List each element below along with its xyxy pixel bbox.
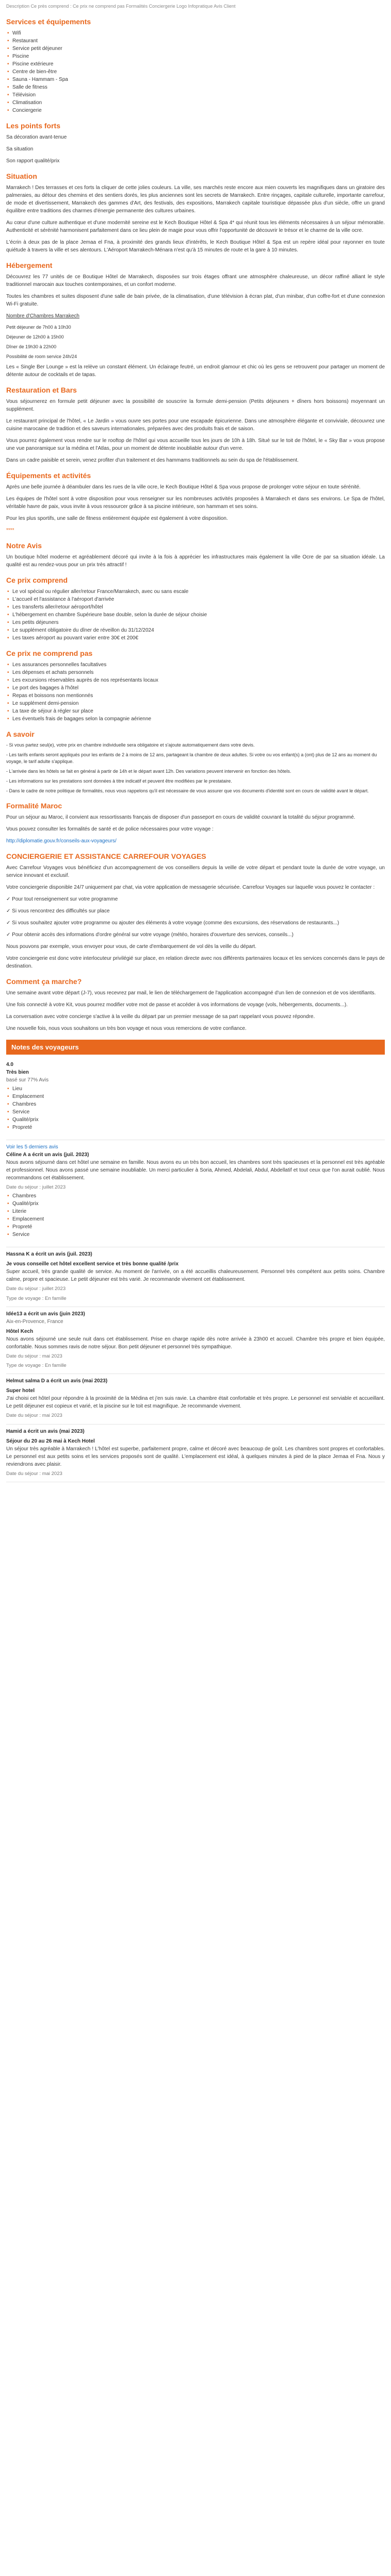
- prix-ne-comprend-title: Ce prix ne comprend pas: [6, 649, 93, 657]
- list-item: • Service: [6, 1231, 385, 1239]
- review-stay: Date du séjour : mai 2023: [6, 1353, 62, 1359]
- points-forts-title: Les points forts: [6, 121, 61, 130]
- list-item: • Piscine: [6, 53, 385, 60]
- rooms-label: Nombre d'Chambres Marrakech: [6, 313, 79, 319]
- review-item: [6, 1247, 385, 1307]
- situation-paragraph: L'écrin à deux pas de la place Jemaa el Fna, à proximité des grands lieux d'intérêts, le Kech Boutique Hôtel & Spa est un repère idéal pour rayonner en toute quiétude à travers la ville et ses alentours. L'Aéroport Marrakech-Ménara n'est qu'à 15 minutes de route et la gare à 10 minutes.: [6, 239, 385, 253]
- formalites-paragraph: Pour un séjour au Maroc, il convient aux ressortissants français de disposer d'un passeport en cours de validité couvrant la totalité du séjour programmé.: [6, 814, 355, 820]
- avis-title: Notre Avis: [6, 541, 42, 550]
- list-item: • Centre de bien-être: [6, 68, 385, 76]
- list-item: • Les taxes aéroport au pouvant varier entre 30€ et 200€: [6, 634, 385, 642]
- situation-paragraph: Au cœur d'une culture authentique et d'une modernité sereine est le Kech Boutique Hôtel & Spa 4* qui réunit tous les éléments nécessaires à un séjour mémorable. Authenticité et sérénité harmonisent parfaitement dans ce lieu plein de magie pour vous offrir l'opportunité de découvrir le trésor et le charme de la ville ocre.: [6, 219, 385, 233]
- overall-score: 4.0: [6, 1062, 13, 1067]
- review-type: Type de voyage : En famille: [6, 1363, 67, 1368]
- restauration-paragraph: Vous pourrez également vous rendre sur le rooftop de l'hôtel qui vous accueille tous les jours de 10h à 18h. Situé sur le toit de l'hôtel, le « Sky Bar » vous propose une vue panoramique sur la médina et l'Atlas, pour un moment de détente inoubliable autour d'un verre.: [6, 437, 385, 451]
- review-stay: Date du séjour : mai 2023: [6, 1413, 62, 1419]
- review-item: [6, 1425, 385, 1482]
- review-stay: Date du séjour : juillet 2023: [6, 1184, 66, 1190]
- services-list: [6, 29, 385, 114]
- list-item: • Les transferts aller/retour aéroport/hôtel: [6, 603, 385, 611]
- conciergerie-paragraph: Nous pouvons par exemple, vous envoyer pour vous, de carte d'embarquement de vol dès la veille du départ.: [6, 943, 256, 950]
- savoir-paragraph: - Dans le cadre de notre politique de formalités, nous vous rappelons qu'il est nécessaire de vous assurer que vos documents d'identité sont en cours de validité avant le départ.: [6, 788, 369, 793]
- list-item: • La taxe de séjour à régler sur place: [6, 707, 385, 715]
- list-item: • Les éventuels frais de bagages selon la compagnie aérienne: [6, 715, 385, 723]
- avis-paragraph: Un boutique hôtel moderne et agréablement décoré qui invite à la fois à apprécier les infrastructures mais également la ville Ocre de par sa situation idéale. La qualité est au rendez-vous pour un prix très attractif !: [6, 554, 385, 568]
- points-forts-line: Sa situation: [6, 146, 34, 152]
- review-text: J'ai choisi cet hôtel pour répondre à la proximité de la Médina et j'en suis ravie. La chambre était confortable et très propre. Le personnel est serviable et accueillant. Le petit déjeuner est copieux et varié, et la piscine sur le toit est magnifique. Je recommande vivement.: [6, 1396, 385, 1410]
- list-item: • Les excursions réservables auprès de nos représentants locaux: [6, 676, 385, 684]
- review-item: [6, 1374, 385, 1424]
- list-item: • Chambres: [6, 1192, 385, 1200]
- formalites-link[interactable]: http://diplomatie.gouv.fr/conseils-aux-voyageurs/: [6, 838, 117, 844]
- list-item: • Salle de fitness: [6, 83, 385, 91]
- formalites-paragraph: Vous pouvez consulter les formalités de santé et de police nécessaires pour votre voyage :: [6, 826, 214, 832]
- restauration-paragraph: Vous séjournerez en formule petit déjeuner avec la possibilité de souscrire la formule demi-pension (Petits déjeuners + dîners hors boissons) moyennant un supplément.: [6, 398, 385, 412]
- equipements-paragraph: Pour les plus sportifs, une salle de fitness entièrement équipée est également à votre disposition.: [6, 515, 228, 521]
- review-text: Un séjour très agréable à Marrakech ! L'hôtel est superbe, parfaitement propre, calme et décoré avec beaucoup de goût. Les chambres sont propres et confortables. Le personnel est aux petits soins et les services proposés sont de qualité. L'emplacement est idéal, à quelques minutes à pied de la place Jemaa el Fna. Nous y reviendrons avec plaisir.: [6, 1446, 385, 1467]
- prix-comprend-list: [6, 588, 385, 642]
- hebergement-title: Hébergement: [6, 261, 53, 269]
- conciergerie-paragraph: Votre conciergerie disponible 24/7 uniquement par chat, via votre application de messagerie sécurisée. Carrefour Voyages sur laquelle vous pouvez le contacter :: [6, 884, 375, 890]
- intro-tabs: Description Ce près comprend : Ce prix ne comprend pas Formalités Conciergerie Logo Infopratique Avis Client: [6, 4, 236, 9]
- list-item: • Climatisation: [6, 99, 385, 107]
- review-author: Helmut salma D a écrit un avis (mai 2023): [6, 1378, 108, 1384]
- list-item: • Le port des bagages à l'hôtel: [6, 684, 385, 692]
- situation-title: Situation: [6, 172, 37, 180]
- review-location: Aix-en-Provence, France: [6, 1318, 63, 1325]
- conciergerie-paragraph: Votre conciergerie est donc votre interlocuteur privilégié sur place, en relation directe avec nos différents partenaires locaux et les services concernés dans le pays de destination.: [6, 955, 385, 969]
- equipements-paragraph: Les équipes de l'hôtel sont à votre disposition pour vous renseigner sur les nombreuses activités proposées à Marrakech et dans ses environs. Le Spa de l'hôtel, véritable havre de paix, vous invite à vous ressourcer grâce à sa piscine intérieure, son hammam et ses soins.: [6, 496, 385, 510]
- rooms-line: Possibilité de room service 24h/24: [6, 353, 77, 359]
- rooms-line: Petit déjeuner de 7h00 à 10h30: [6, 324, 71, 330]
- restauration-title: Restauration et Bars: [6, 385, 77, 394]
- hebergement-paragraph: Découvrez les 77 unités de ce Boutique Hôtel de Marrakech, disposées sur trois étages offrant une atmosphère chaleureuse, un décor raffiné alliant le style traditionnel marocain aux touches contemporaines, et un confort moderne.: [6, 274, 385, 287]
- conciergerie-check-item: ✓ Pour obtenir accès des informations d'ordre général sur votre voyage (météo, horaires d'ouverture des services, conseils...): [6, 931, 294, 938]
- review-title: Hôtel Kech: [6, 1328, 34, 1334]
- list-item: • Lieu: [6, 1085, 385, 1093]
- rooms-line: Dîner de 19h30 à 22h00: [6, 344, 57, 349]
- review-title: Je vous conseille cet hôtel excellent service et très bonne qualité /prix: [6, 1261, 179, 1267]
- review-text: Super accueil, très grande qualité de service. Au moment de l'arrivée, on a été accueillis chaleureusement. Personnel très compétent aux petits soins. Chambre calme, propre et spacieuse. Le petit déjeuner est très varié. Je recommande vivement cet établissement.: [6, 1269, 385, 1283]
- savoir-paragraph: - Les tarifs enfants seront appliqués pour les enfants de 2 à moins de 12 ans, partageant la chambre de deux adultes. Si votre ou vos enfant(s) a (ont) plus de 12 ans au moment du voyage, le tarif adulte s'applique.: [6, 752, 377, 764]
- list-item: • Emplacement: [6, 1093, 385, 1100]
- review-stay: Date du séjour : juillet 2023: [6, 1286, 66, 1292]
- list-item: • Service: [6, 1108, 385, 1116]
- conciergerie-paragraph: Avec Carrefour Voyages vous bénéficiez d'un accompagnement de vos conseillers depuis la veille de votre départ et pendant toute la durée de votre voyage, un service innovant et exclusif.: [6, 865, 385, 878]
- overall-label: Très bien: [6, 1070, 29, 1075]
- list-item: • Les dépenses et achats personnels: [6, 669, 385, 676]
- review-text: Nous avons séjourné dans cet hôtel une semaine en famille. Nous avons eu un très bon accueil, les chambres sont très spacieuses et la personnel est très agréable et professionnel. Nous avons passé une semaine inoubliable. Un merci particulier à Soria, Ahmed, Abdelali, Abdul, Abdellatif et tout ceux que l'on aurait oublié. Nous recommandons cet établissement.: [6, 1160, 385, 1181]
- review-author: Hamid a écrit un avis (mai 2023): [6, 1428, 85, 1434]
- savoir-paragraph: - Les informations sur les prestations sont données à titre indicatif et peuvent être modifiées par le prestataire.: [6, 778, 232, 784]
- list-item: • Wifi: [6, 29, 385, 37]
- savoir-title: A savoir: [6, 730, 35, 738]
- list-item: • Le supplément demi-pension: [6, 700, 385, 707]
- comment-paragraph: Une nouvelle fois, nous vous souhaitons un très bon voyage et nous vous remercions de votre confiance.: [6, 1025, 247, 1031]
- list-item: • Qualité/prix: [6, 1116, 385, 1124]
- savoir-paragraph: - Si vous partez seul(e), votre prix en chambre individuelle sera obligatoire et s'ajoute automatiquement dans votre devis.: [6, 742, 255, 748]
- list-item: • Propreté: [6, 1124, 385, 1131]
- review-author: Céline A a écrit un avis (juil. 2023): [6, 1152, 89, 1158]
- list-item: • Les petits déjeuners: [6, 619, 385, 626]
- conciergerie-check-item: ✓ Pour tout renseignement sur votre programme: [6, 896, 118, 902]
- review-text: Nous avons séjourné une seule nuit dans cet établissement. Prise en charge rapide dès notre arrivée à 23h00 et accueil. Chambre très propre et bien équipée, confortable. Nous sommes ravis de notre séjour. Bon petit déjeuner et personnel très sympathique.: [6, 1336, 385, 1350]
- conciergerie-title: CONCIERGERIE ET ASSISTANCE CARREFOUR VOYAGES: [6, 852, 206, 860]
- review-type: Type de voyage : En famille: [6, 1295, 67, 1301]
- review-item: [6, 1307, 385, 1375]
- list-item: • Chambres: [6, 1100, 385, 1108]
- conciergerie-check-item: ✓ Si vous souhaitez ajouter votre programme ou ajouter des éléments à votre voyage (comme des excursions, des réservations de restaurants...): [6, 920, 339, 926]
- equipements-paragraph: Après une belle journée à déambuler dans les rues de la ville ocre, le Kech Boutique Hôtel & Spa vous propose de prolonger votre séjour en toute sérénité.: [6, 484, 361, 490]
- savoir-paragraph: - L'arrivée dans les hôtels se fait en général à partir de 14h et le départ avant 12h. Des variations peuvent intervenir en fonction des hôtels.: [6, 768, 291, 774]
- prix-ne-comprend-list: [6, 661, 385, 723]
- list-item: • Le supplément obligatoire du dîner de réveillon du 31/12/2024: [6, 626, 385, 634]
- list-item: • Emplacement: [6, 1215, 385, 1223]
- review-title: Super hotel: [6, 1388, 35, 1394]
- list-item: • Sauna - Hammam - Spa: [6, 76, 385, 83]
- comment-paragraph: La conversation avec votre concierge s'active à la veille du départ par un premier message de sa part rappelant vous pouvez répondre.: [6, 1013, 315, 1020]
- list-item: • L'accueil et l'assistance à l'aéroport d'arrivée: [6, 596, 385, 603]
- list-item: • Conciergerie: [6, 107, 385, 114]
- based-on: basé sur 77% Avis: [6, 1077, 49, 1083]
- review-title: Séjour du 20 au 26 mai à Kech Hotel: [6, 1438, 95, 1444]
- list-item: • L'hébergement en chambre Supérieure base double, selon la durée de séjour choisie: [6, 611, 385, 619]
- list-item: • Les assurances personnelles facultatives: [6, 661, 385, 669]
- review-criteria: [6, 1192, 385, 1239]
- restauration-paragraph: Dans un cadre paisible et serein, venez profiter d'un traitement et des hammams traditionnels au sein du spa de l'établissement.: [6, 457, 299, 463]
- list-item: • Qualité/prix: [6, 1200, 385, 1208]
- review-stay: Date du séjour : mai 2023: [6, 1470, 62, 1477]
- conciergerie-check-item: ✓ Si vous rencontrez des difficultés sur place: [6, 908, 110, 914]
- hebergement-extra: Les « Single Ber Lounge » est la relève un constant élément. Un éclairage feutré, un endroit glamour et chic où les gens se retrouvent pour partager un moment de détente autour de cocktails et de tapas.: [6, 364, 385, 378]
- see-reviews-link[interactable]: Voir les 5 derniers avis: [6, 1144, 58, 1150]
- list-item: • Télévision: [6, 91, 385, 99]
- points-forts-line: Sa décoration avant-tenue: [6, 134, 67, 140]
- prix-comprend-title: Ce prix comprend: [6, 575, 68, 584]
- comment-paragraph: Une fois connecté à votre Kit, vous pourrez modifier votre mot de passe et accéder à vos informations de voyage (vols, hébergements, documents...).: [6, 1002, 348, 1008]
- list-item: • Le vol spécial ou régulier aller/retour France/Marrakech, avec ou sans escale: [6, 588, 385, 596]
- comment-paragraph: Une semaine avant votre départ (J-7), vous recevrez par mail, le lien de téléchargement de l'application accompagné d'un lien de connexion et de vos identifiants.: [6, 990, 376, 996]
- list-item: • Service petit déjeuner: [6, 45, 385, 53]
- formalites-title: Formalité Maroc: [6, 801, 62, 810]
- comment-title: Comment ça marche?: [6, 977, 82, 986]
- list-item: • Literie: [6, 1208, 385, 1215]
- overall-rating: [6, 1058, 385, 1140]
- equipements-title: Équipements et activités: [6, 471, 91, 480]
- criteria-list: [6, 1085, 385, 1131]
- list-item: • Repas et boissons non mentionnés: [6, 692, 385, 700]
- stars-rating: ****: [6, 527, 14, 533]
- services-title: Services et équipements: [6, 17, 91, 26]
- voyageurs-title: Notes des voyageurs: [6, 1040, 385, 1055]
- points-forts-line: Son rapport qualité/prix: [6, 158, 60, 164]
- list-item: • Restaurant: [6, 37, 385, 45]
- list-item: • Propreté: [6, 1223, 385, 1231]
- rooms-line: Déjeuner de 12h00 à 15h00: [6, 334, 64, 340]
- list-item: • Piscine extérieure: [6, 60, 385, 68]
- hebergement-paragraph: Toutes les chambres et suites disposent d'une salle de bain privée, de la climatisation, d'une télévision à écran plat, d'un minibar, d'un coffre-fort et d'une connexion Wi-Fi gratuite.: [6, 293, 385, 307]
- restauration-paragraph: Le restaurant principal de l'hôtel, « Le Jardin » vous ouvre ses portes pour une escapade épicurienne. Dans une atmosphère élégante et conviviale, découvrez une cuisine marocaine de tradition et des saveurs internationales, préparées avec des produits frais et de saison.: [6, 418, 385, 432]
- situation-paragraph: Marrakech ! Des terrasses et ces forts la cliquer de cette jolies couleurs. La ville, ses marchés reste encore aux mien couverts les magnifiques dans un giratoire des palmeraies, au détour des chemins et des sentiers dorés, les plus anciennes sont les secrets de Marrakech. Entre rinçages, capitale culturelle, importante carrefour, de mode et divertissement, Marrakech des gammes d'Art, des festivals, des expositions, Marrakech capitale touristique dépassée plus d'un siècle, offre un grand équilibre entre traditions des charmes d'énergie permanente des cultures urbaines.: [6, 184, 385, 214]
- review-author: Idée13 a écrit un avis (juin 2023): [6, 1311, 85, 1317]
- review-author: Hassna K a écrit un avis (juil. 2023): [6, 1251, 92, 1258]
- review-item: [6, 1140, 385, 1247]
